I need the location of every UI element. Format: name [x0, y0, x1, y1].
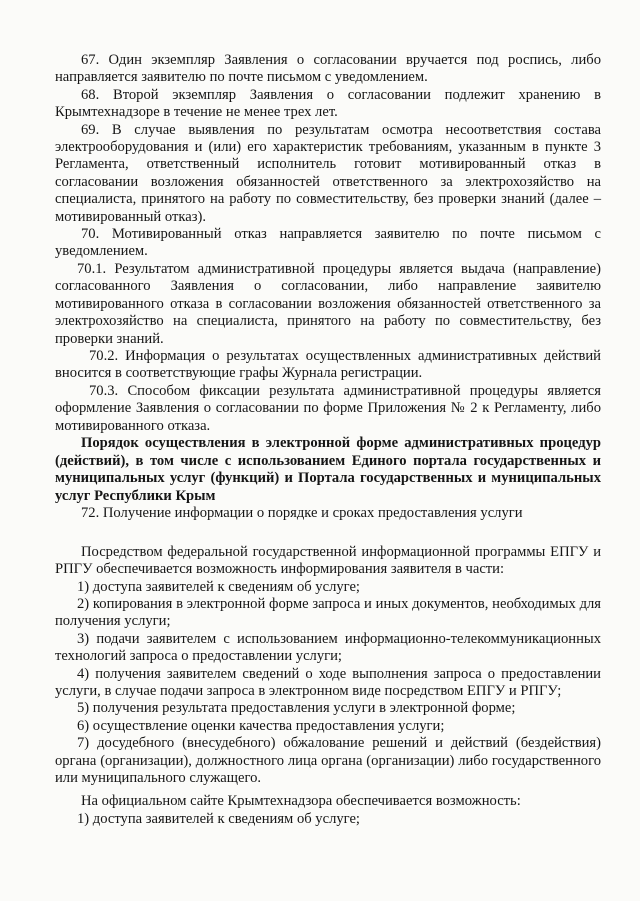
- site-intro-paragraph: На официальном сайте Крымтехнадзора обеспечивается возможность:: [81, 793, 521, 810]
- site-list-item: 1) доступа заявителей к сведениям об услуге;: [77, 810, 360, 827]
- list-item: 7) досудебного (внесудебного) обжалование решений и действий (бездействия) органа (организации), должностного лица органа (организации) либо государственного или муниципального служащего.: [55, 735, 601, 786]
- paragraph-70-1: 70.1. Результатом административной процедуры является выдача (направление) согласованного Заявления о согласовании, либо направление заявителю мотивированного отказа в согласовании возложения обязанностей ответственного за электрохозяйство на специалиста, принятого на работу по совместительству, без проверки знаний.: [55, 260, 601, 347]
- document-text: [55, 52, 601, 828]
- paragraph-67: 67. Один экземпляр Заявления о согласовании вручается под роспись, либо направляется заявителю по почте письмом с уведомлением.: [55, 52, 601, 86]
- list-item: 1) доступа заявителей к сведениям об услуге;: [77, 578, 360, 595]
- list-item: 5) получения результата предоставления услуги в электронной форме;: [77, 700, 516, 717]
- paragraph-68: 68. Второй экземпляр Заявления о согласовании подлежит хранению в Крымтехнадзоре в течение не менее трех лет.: [55, 86, 601, 121]
- section-subheading: 72. Получение информации о порядке и сроках предоставления услуги: [81, 505, 523, 522]
- paragraph-69: 69. В случае выявления по результатам осмотра несоответствия состава электрооборудования и (или) его характеристик требованиям, указанным в пункте 3 Регламента, ответственный исполнитель готовит мотивированный отказ в согласовании возложения обязанностей ответственного за электрохозяйство на специалиста, принятого на работу по совместительству, без проверки знаний (далее – мотивированный отказ).: [55, 121, 601, 225]
- list-item: 6) осуществление оценки качества предоставления услуги;: [77, 717, 445, 734]
- list-item: 3) подачи заявителем с использованием информационно-телекоммуникационных технологий запроса о предоставлении услуги;: [55, 630, 601, 665]
- paragraph-70-3: 70.3. Способом фиксации результата административной процедуры является оформление Заявления о согласовании по форме Приложения № 2 к Регламенту, либо мотивированного отказа.: [55, 382, 601, 434]
- intro-paragraph: Посредством федеральной государственной информационной программы ЕПГУ и РПГУ обеспечивается возможность информирования заявителя в части:: [55, 543, 601, 578]
- paragraph-70: 70. Мотивированный отказ направляется заявителю по почте письмом с уведомлением.: [55, 226, 601, 260]
- paragraph-70-2: 70.2. Информация о результатах осуществленных административных действий вносится в соответствующие графы Журнала регистрации.: [55, 347, 601, 382]
- list-item: 2) копирования в электронной форме запроса и иных документов, необходимых для получения услуги;: [55, 595, 601, 630]
- section-heading: Порядок осуществления в электронной форме административных процедур (действий), в том числе с использованием Единого портала государственных и муниципальных услуг (функций) и Портала государственных и муниципальных услуг Республики Крым: [55, 434, 601, 504]
- list-item: 4) получения заявителем сведений о ходе выполнения запроса о предоставлении услуги, в случае подачи запроса в электронном виде посредством ЕПГУ и РПГУ;: [55, 665, 601, 699]
